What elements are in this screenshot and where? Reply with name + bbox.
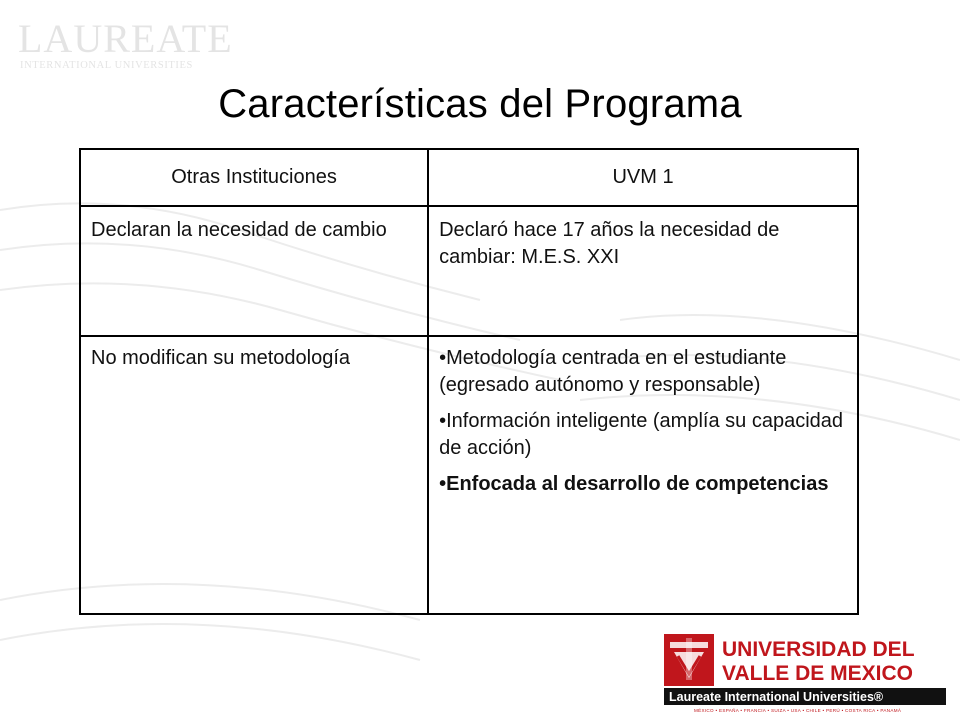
bullet-information: •Información inteligente (amplía su capacidad de acción) — [439, 410, 844, 459]
header-uvm: UVM 1 — [428, 149, 858, 206]
uvm-name-line1: UNIVERSIDAD DEL — [722, 638, 915, 661]
uvm-logo — [664, 634, 946, 714]
row2-left-cell: No modifican su metodología — [80, 336, 428, 614]
table-header-row — [80, 149, 858, 206]
row1-left-cell: Declaran la necesidad de cambio — [80, 206, 428, 336]
slide-title: Características del Programa — [218, 82, 742, 126]
laureate-brand-text: LAUREATE — [18, 16, 233, 61]
uvm-emblem-icon — [664, 634, 714, 686]
uvm-name-line2: VALLE DE MEXICO — [722, 662, 913, 685]
table-row — [80, 206, 858, 336]
countries-line: MÉXICO • ESPAÑA • FRANCIA • SUIZA • USA • CHILE • PERÚ • COSTA RICA • PANAMÁ — [694, 708, 902, 713]
laureate-sub-text: INTERNATIONAL UNIVERSITIES — [20, 60, 193, 71]
laureate-watermark-logo — [18, 16, 248, 72]
row1-right-cell: Declaró hace 17 años la necesidad de cambiar: M.E.S. XXI — [428, 206, 858, 336]
bullet-methodology: •Metodología centrada en el estudiante (egresado autónomo y responsable) — [439, 347, 787, 396]
laureate-tagline: Laureate International Universities® — [669, 690, 884, 704]
table-row — [80, 336, 858, 614]
header-other-institutions: Otras Instituciones — [80, 149, 428, 206]
row2-right-cell — [428, 336, 858, 614]
bullet-competencies: •Enfocada al desarrollo de competencias — [439, 473, 829, 495]
comparison-table — [79, 148, 859, 615]
